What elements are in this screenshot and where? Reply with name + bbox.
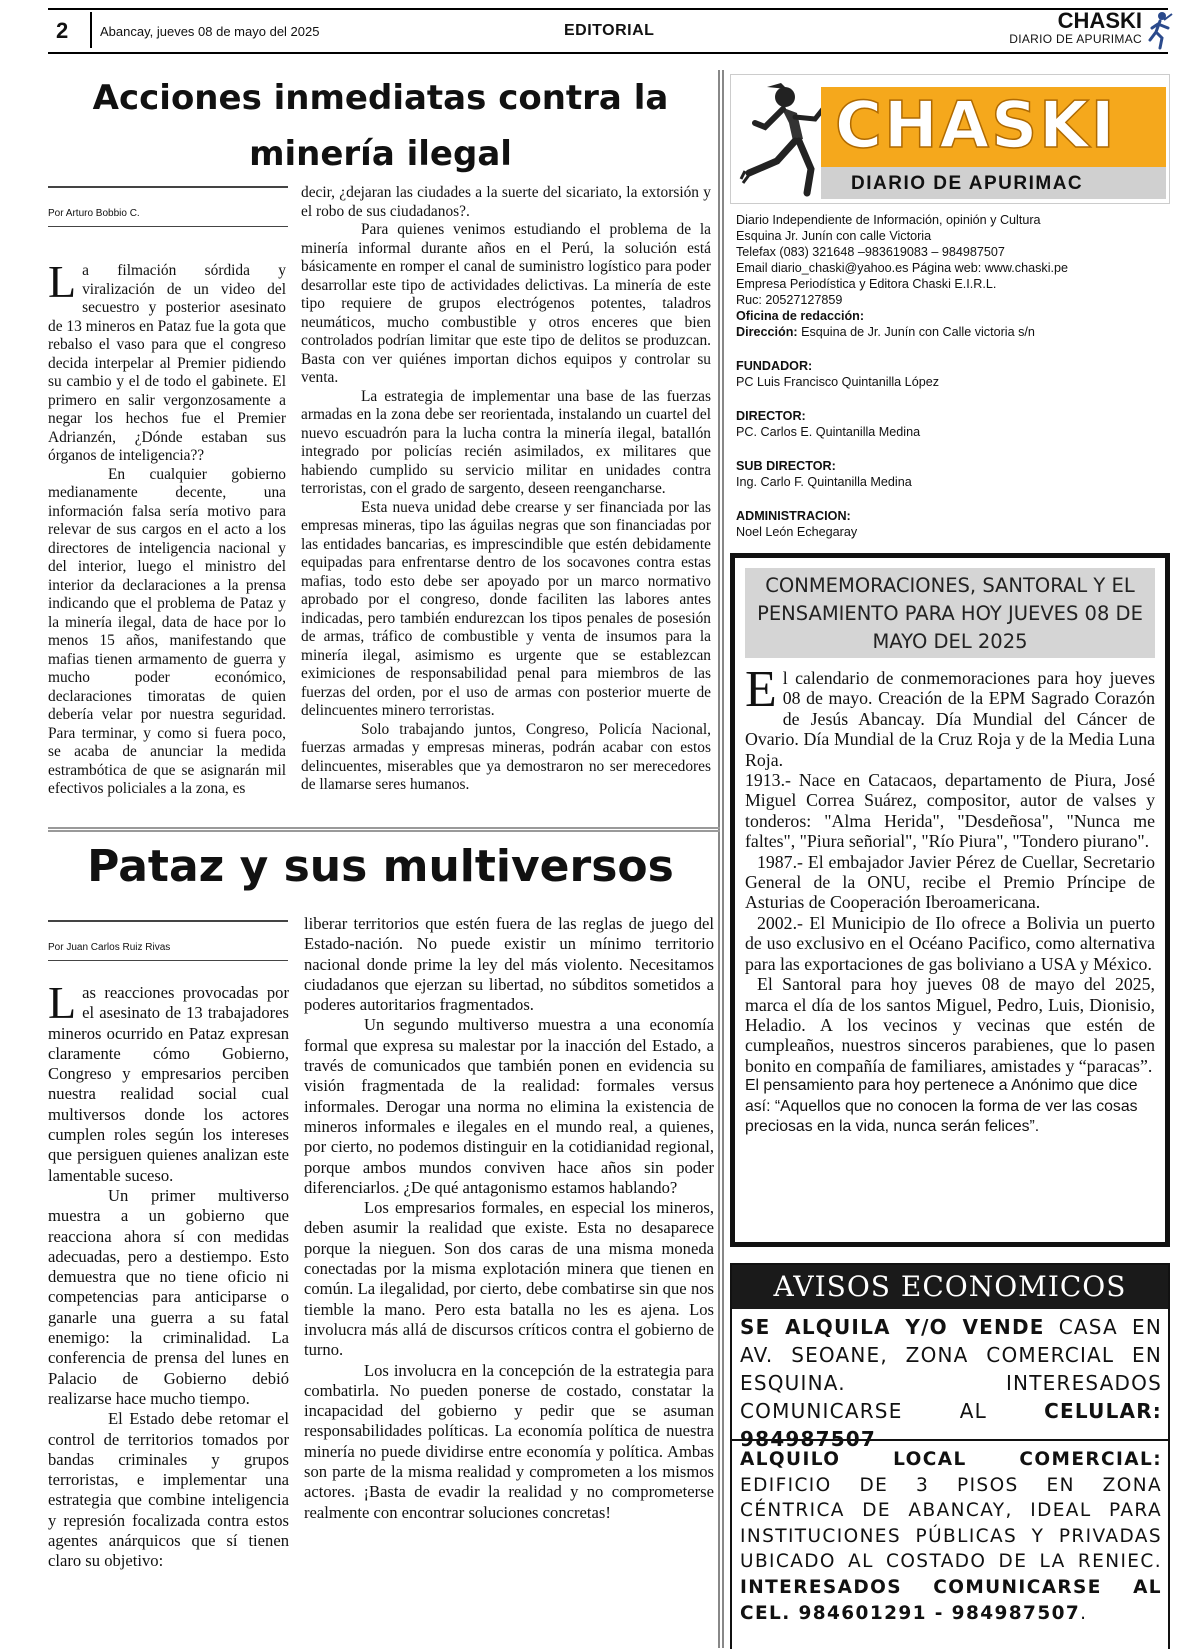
aviso-1-text: CASA EN AV. SEOANE, ZONA COMERCIAL EN ESQUINA. INTERESADOS COMUNICARSE AL: [740, 1315, 1163, 1423]
header-brand: [1009, 10, 1142, 46]
article2-paragraph: [48, 977, 289, 1186]
fundador-value: PC Luis Francisco Quintanilla López: [736, 375, 940, 389]
header-top-rule: [48, 8, 1168, 10]
column-divider: [718, 70, 724, 1648]
aviso-1: [740, 1313, 1162, 1453]
header-bottom-rule: [48, 52, 1168, 54]
issue-date: Abancay, jueves 08 de mayo del 2025: [100, 24, 320, 39]
avisos-title: AVISOS ECONOMICOS: [732, 1265, 1168, 1309]
conmemoraciones-title: CONMEMORACIONES, SANTORAL Y EL PENSAMIENTO PARA HOY JUEVES 08 DE MAYO DEL 2025: [745, 568, 1155, 658]
avisos-box: [730, 1263, 1170, 1649]
article1-paragraph: Esta nueva unidad debe crearse y ser financiada por las empresas mineras, tipo las águilas negras que son financiadas por las entidades bancarias, es imprescindible que estén debidamente equipadas para enfrentarse dentro de los socavones contra estas mafias, todo esto debe ser apoyado por un marco normativo aprobado por el congreso, donde faciliten las labores antes indicadas, pero también endurezcan los tipos penales de posesión de armas, tráfico de combustible y venta de insumos para la minería ilegal, asimismo es urgente que se establezcan eximiciones de responsabilidad penal para miembros de las fuerzas del orden, por el uso de armas con posterior muerte de delincuentes minero terroristas.: [301, 498, 711, 719]
masthead-logo: [730, 74, 1170, 204]
aviso-2-phone: INTERESADOS COMUNICARSE AL CEL. 984601291 - 984987507: [740, 1576, 1162, 1624]
article1-column-1: [48, 256, 286, 799]
director-label: DIRECTOR:: [736, 409, 806, 423]
article2-paragraph: Un primer multiverso muestra a un gobierno que reacciona ahora sí con medidas adecuadas, pero a destiempo. Esto demuestra que no tiene oficio ni competencias para anticiparse o ganarle una guerra a su fatal enemigo: la criminalidad. La conferencia de prensa del lunes en Palacio de Gobierno debió realizarse hace mucho tiempo.: [48, 1185, 289, 1408]
drop-cap: L: [48, 977, 77, 1028]
article1-paragraph: decir, ¿dejaran las ciudades a la suerte del sicariato, la extorsión y el robo de sus ciudadanos?.: [301, 184, 711, 220]
oficina-label: Oficina de redacción:: [736, 309, 865, 323]
direccion-label: Dirección:: [736, 325, 798, 339]
runner-logo-icon: [1146, 10, 1174, 50]
article2-column-1: [48, 977, 289, 1572]
article1-paragraph: Para quienes venimos estudiando el problema de la minería informal durante años en el Perú, la solución está básicamente en romper el canal de suministro logístico para poder desarrollar este tipo de actividades delictivas. La minería de este tipo requiere de grupos electrógenos potentes, taladros neumáticos, mucho combustible y otros enceres que bien controlados podrían limitar que este tipo de delitos se produzcan. Basta con ver quiénes importan dichos equipos y controlar su venta.: [301, 221, 711, 386]
article2-paragraph: liberar territorios que estén fuera de las reglas de juego del Estado-nación. No puede existir un mínimo territorio nacional donde prime la ley del más violento. Necesitamos ciudadanos que ejerzan su libertad, no súbditos sometidos a poderes autoritarios fragmentados.: [304, 914, 714, 1015]
conmemoraciones-paragraph: 2002.- El Municipio de Ilo ofrece a Bolivia un puerto de uso exclusivo en el Océano Pacifico, como alternativa para las exportaciones de gas boliviano a USA y México.: [745, 912, 1155, 974]
director-value: PC. Carlos E. Quintanilla Medina: [736, 425, 921, 439]
article2-column-2: [304, 914, 714, 1523]
article1-paragraph: La estrategia de implementar una base de las fuerzas armadas en la zona debe ser reorientada, instalando un cuartel del nuevo escuadrón para la lucha contra la minería ilegal, batallón integrado por policías recién asimilados, ex militares que habiendo cumplido su servicio militar en unidades contra terroristas, con el grado de sargento, deseen reengancharse.: [301, 387, 711, 497]
article-divider: [48, 827, 720, 832]
article1-column-2: [301, 184, 711, 795]
header-brand-sub: DIARIO DE APURIMAC: [1009, 32, 1142, 46]
masthead-info: [736, 212, 1166, 540]
article1-paragraph: Solo trabajando juntos, Congreso, Policía Nacional, fuerzas armadas y empresas mineras, podrán acabar con estos delincuentes, miserables que ya demostraron no ser merecedores de llamarse seres humanos.: [301, 720, 711, 793]
article2-paragraph-text: as reacciones provocadas por el asesinato de 13 trabajadores mineros ocurrido en Pataz expresan claramente cómo Gobierno, Congreso y empresarios perciben nuestra realidad social cual multiversos donde los actores cumplen roles según los intereses que persiguen quienes analizan este lamentable suceso.: [48, 983, 289, 1185]
conmemoraciones-body: [745, 661, 1155, 1137]
article2-byline: Por Juan Carlos Ruiz Rivas: [48, 920, 288, 953]
article1-byline: Por Arturo Bobbio C.: [48, 186, 288, 219]
fundador-label: FUNDADOR:: [736, 359, 813, 373]
conmemoraciones-paragraph: El Santoral para hoy jueves 08 de mayo del 2025, marca el día de los santos Miguel, Pedro, Luis, Dionisio, Heladio. A los vecinos y vecinas que estén de cumpleaños, nuestros sinceros parabienes, que lo pasen bonito en compañía de familiares, amistades y “paracas”.: [745, 974, 1155, 1076]
header-separator: [90, 12, 92, 48]
article1-paragraph: [48, 256, 286, 466]
subdirector-label: SUB DIRECTOR:: [736, 459, 836, 473]
article2-paragraph: Un segundo multiverso muestra a una economía formal que expresa su malestar por la inacción del Estado, a través de comunicados que también ponen en evidencia su visión fragmentada de la realidad: formales versus informales. Derogar una norma no elimina la existencia de mineros informales e ilegales en el mundo real, a quienes, por cierto, no podemos distinguir en la cotidianidad regional, porque ambos mundos conviven hace años sin poder diferenciarlos. ¿De qué antagonismo estamos hablando?: [304, 1015, 714, 1197]
article2-paragraph: El Estado debe retomar el control de territorios tomados por bandas criminales y grupos terroristas, e implementar una estrategia que combine inteligencia y represión focalizada contra estos agentes anárquicos que sí tienen claro su objetivo:: [48, 1409, 289, 1571]
masthead-title: CHASKI: [835, 89, 1117, 163]
avisos-separator: [732, 1439, 1168, 1441]
aviso-1-phone: CELULAR: 984987507: [740, 1399, 1162, 1451]
article2-paragraph: Los involucra en la concepción de la estrategia para combatirla. No pueden ponerse de costado, constatar la incapacidad del gobierno y pedir que se asuman responsabilidades políticas. La economía política de nuestra minería no puede dividirse entre economía y política. Ambas son parte de la misma realidad y comprometen a los mismos actores. ¡Basta de evadir la realidad y no comprometerse realmente con encontrar soluciones concretas!: [304, 1360, 714, 1522]
direccion-line: [736, 324, 1166, 340]
article1-paragraph: En cualquier gobierno medianamente decente, una información falsa sería motivo para relevar de sus cargos en el acto a los directores de inteligencia nacional y del interior, luego el ministro del interior da declaraciones a la prensa indicando que el problema de Pataz y la minería ilegal, data de hace por lo menos 15 años, manifestando que mafias tienen armamento de guerra y mucho poder económico, declaraciones timoratas de quien debería velar por nuestra seguridad. Para terminar, y como si fuera poco, se acaba de anunciar la medida estrambótica de que se asignarán mil efectivos policiales a la zona, es: [48, 465, 286, 797]
info-line: Empresa Periodística y Editora Chaski E.I.R.L.: [736, 277, 997, 291]
article2-title: Pataz y sus multiversos: [87, 841, 674, 892]
conmemoraciones-paragraph: [745, 661, 1155, 770]
conmemoraciones-paragraph: 1987.- El embajador Javier Pérez de Cuellar, Secretario General de la ONU, recibe el Premio Príncipe de Asturias de Cooperación Iberoamericana.: [745, 851, 1155, 913]
subdirector-value: Ing. Carlo F. Quintanilla Medina: [736, 475, 912, 489]
pensamiento-paragraph: El pensamiento para hoy pertenece a Anónimo que dice así: “Aquellos que no conocen la forma de ver las cosas preciosas en la vida, nunca serán felices”.: [745, 1077, 1138, 1135]
drop-cap: L: [48, 256, 77, 307]
article1-paragraph-text: a filmación sórdida y viralización de un video del secuestro y posterior asesinato de 13 mineros en Pataz fue la gota que rebalso el vaso para que el congreso decida interpelar al Premier pidiendo su cambio y el de todo el gabinete. El primero en salir vergonzosamente a negar los hechos fue el Premier Adrianzén, ¿Dónde estaban sus órganos de inteligencia??: [48, 262, 286, 464]
aviso-1-lead: SE ALQUILA Y/O VENDE: [740, 1315, 1045, 1339]
info-line: Diario Independiente de Información, opinión y Cultura: [736, 213, 1041, 227]
header-brand-name: CHASKI: [1057, 8, 1142, 33]
info-line: Email diario_chaski@yahoo.es Página web: www.chaski.pe: [736, 261, 1068, 275]
chaski-runner-icon: [737, 79, 833, 199]
conmemoraciones-paragraph-text: l calendario de conmemoraciones para hoy jueves 08 de mayo. Creación de la EPM Sagrado Corazón de Jesús Abancay. Día Mundial del Cáncer de Ovario. Día Mundial de la Cruz Roja y de la Media Luna Roja.: [745, 668, 1155, 770]
direccion-value: Esquina de Jr. Junín con Calle victoria s/n: [801, 325, 1035, 339]
article1-title: Acciones inmediatas contra la minería ilegal: [92, 78, 669, 174]
conmemoraciones-paragraph: 1913.- Nace en Catacaos, departamento de Piura, José Miguel Correa Suárez, compositor, autor de valses y tonderos: "Alma Herida", "Desdeñosa", "Nunca me faltes", "Piura señorial", "Río Piura", "Tondero piurano".: [745, 770, 1155, 852]
admin-label: ADMINISTRACION:: [736, 509, 851, 523]
conmemoraciones-box: [730, 553, 1170, 1247]
aviso-2-text: EDIFICIO DE 3 PISOS EN ZONA CÉNTRICA DE ABANCAY, IDEAL PARA INSTITUCIONES PÚBLICAS Y PRIVADAS UBICADO AL COSTADO DE LA RENIEC.: [740, 1474, 1162, 1573]
admin-value: Noel León Echegaray: [736, 525, 858, 539]
aviso-2-end: .: [1080, 1602, 1088, 1624]
section-title: EDITORIAL: [564, 22, 655, 39]
aviso-2-lead: ALQUILO LOCAL COMERCIAL:: [740, 1449, 1162, 1470]
info-line: Telefax (083) 321648 –983619083 – 984987507: [736, 245, 1005, 259]
info-line: Esquina Jr. Junín con calle Victoria: [736, 229, 932, 243]
drop-cap: E: [745, 661, 777, 718]
info-line: Ruc: 20527127859: [736, 293, 843, 307]
page-number: 2: [56, 18, 69, 43]
article2-paragraph: Los empresarios formales, en especial los mineros, deben asumir la realidad que existe. Esta no desaparece porque la nieguen. Son dos caras de una misma moneda conectadas por la misma explotación minera que tienen en común. La ilegalidad, por cierto, debe combatirse sin que nos tiemble la mano. Pero esta batalla no les es ajena. Los involucra más allá de discursos críticos contra el gobierno de turno.: [304, 1198, 714, 1360]
aviso-2: [740, 1447, 1162, 1626]
masthead-subtitle: DIARIO DE APURIMAC: [851, 173, 1084, 194]
